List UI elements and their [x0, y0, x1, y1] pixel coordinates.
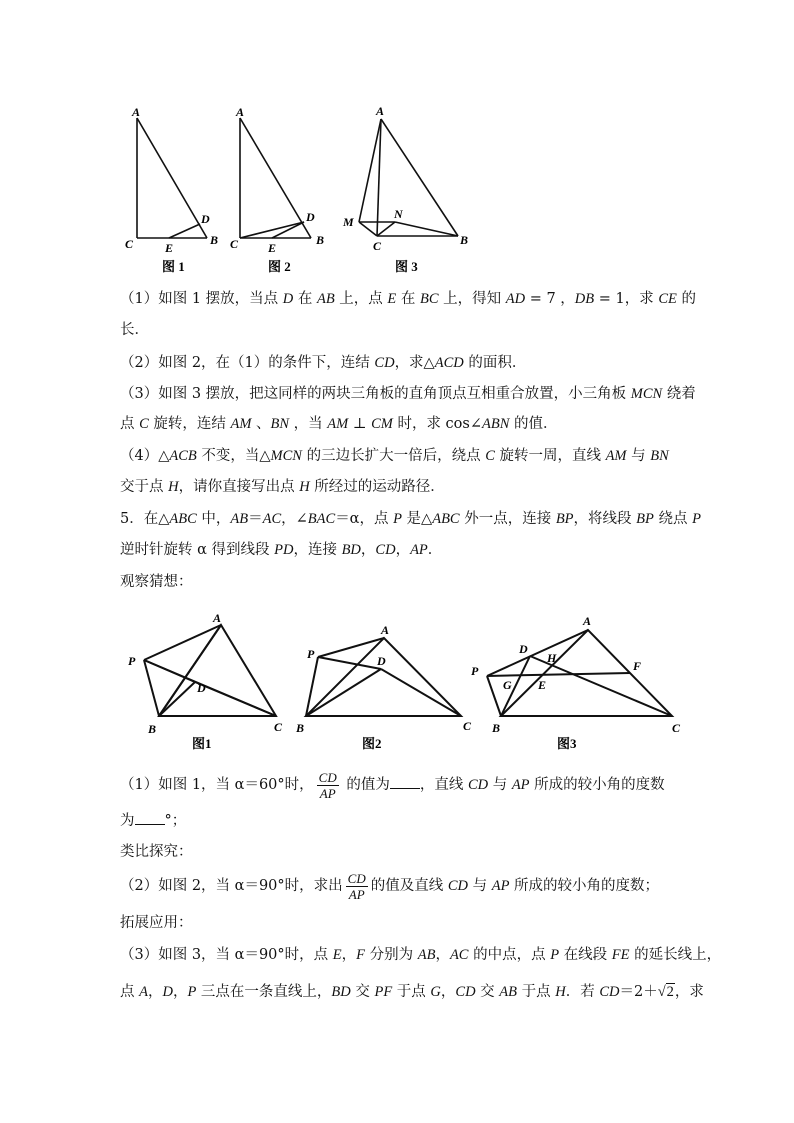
q5-figure-3 — [487, 630, 672, 716]
q5f3-label-B: B — [492, 721, 501, 735]
fig1-label-E: E — [165, 241, 174, 255]
q5-section-observe: 观察猜想： — [120, 574, 193, 590]
q5-section-analogy: 类比探究： — [120, 844, 193, 860]
q5f1-label-A: A — [213, 611, 222, 625]
q5f1-label-C: C — [274, 720, 283, 734]
fig3-label-A: A — [376, 104, 385, 118]
q4-part1-line2: 长． — [120, 322, 149, 338]
fig1-label-D: D — [201, 212, 210, 226]
q5f1-label-D: D — [197, 681, 206, 695]
q5f3-label-C: C — [672, 721, 681, 735]
q5-statement: 5．在△ABC 中，AB＝AC，∠BAC＝α，点 P 是△ABC 外一点，连接 BP，将线段 BP 绕点 P — [120, 511, 701, 527]
figure-3-triangles — [359, 119, 458, 236]
q4-part2: （2）如图 2，在（1）的条件下，连结 CD，求△ACD 的面积． — [120, 355, 527, 371]
fig2-caption: 图 2 — [268, 259, 291, 274]
q5-part3: （3）如图 3，当 α＝90°时，点 E，F 分别为 AB，AC 的中点，点 P 在线段 FE 的延长线上， — [120, 947, 722, 963]
q4-part4: （4）△ACB 不变，当△MCN 的三边长扩大一倍后，绕点 C 旋转一周，直线 AM 与 BN — [120, 448, 669, 464]
q5f2-label-B: B — [296, 721, 305, 735]
q5f1-label-P: P — [128, 654, 136, 668]
fig1-caption: 图 1 — [162, 259, 185, 274]
sqrt-symbol: √2 — [657, 984, 674, 1000]
q5f3-label-G: G — [503, 678, 512, 692]
answer-blank[interactable] — [390, 774, 420, 789]
q4-part3-line2: 点 C 旋转，连结 AM 、BN ，当 AM ⊥ CM 时，求 cos∠ABN 的值． — [120, 416, 558, 432]
fig2-label-D: D — [306, 210, 315, 224]
q5-figure-2 — [306, 638, 461, 716]
fig3-label-N: N — [394, 207, 403, 221]
q5f2-label-C: C — [463, 719, 472, 733]
q5f3-label-A: A — [583, 614, 592, 628]
q5f2-label-A: A — [381, 623, 390, 637]
fig1-label-B: B — [210, 233, 219, 247]
fig3-label-B: B — [460, 233, 469, 247]
q5f3-label-E: E — [538, 678, 547, 692]
fig3-label-C: C — [373, 239, 382, 253]
fraction-cd-ap: $\frac{CD}{AP}$ — [318, 769, 337, 801]
fig3-label-M: M — [343, 215, 354, 229]
q5-part3-line2: 点 A，D，P 三点在一条直线上，BD 交 PF 于点 G，CD 交 AB 于点 H．若 CD＝2＋√2，求 — [120, 984, 704, 1000]
q5-statement-line2: 逆时针旋转 α 得到线段 PD，连接 BD，CD，AP． — [120, 542, 443, 558]
q4-part3: （3）如图 3 摆放，把这同样的两块三角板的直角顶点互相重合放置，小三角板 MCN 绕着 — [120, 386, 696, 402]
q5-part1-line2: 为 °； — [120, 810, 680, 831]
q5-fig3-caption: 图3 — [557, 736, 577, 751]
q5-figure-1 — [144, 625, 276, 716]
fig2-label-E: E — [268, 241, 277, 255]
q4-part4-line2: 交于点 H，请你直接写出点 H 所经过的运动路径． — [120, 479, 445, 495]
fig1-label-C: C — [125, 237, 134, 251]
fig2-label-B: B — [316, 233, 325, 247]
fig2-label-C: C — [230, 237, 239, 251]
fig1-label-A: A — [132, 105, 141, 119]
q5f3-label-D: D — [519, 642, 528, 656]
q5-figures — [0, 600, 794, 770]
q5f1-label-B: B — [148, 722, 157, 736]
figure-1-triangle — [137, 118, 207, 238]
q5f2-label-D: D — [377, 654, 386, 668]
q5f3-label-H: H — [547, 651, 557, 665]
answer-blank[interactable] — [135, 810, 165, 825]
q4-part1: （1）如图 1 摆放，当点 D 在 AB 上，点 E 在 BC 上，得知 AD = 7 ，DB = 1，求 CE 的 — [120, 291, 696, 307]
q5f3-label-F: F — [633, 659, 642, 673]
q5-fig2-caption: 图2 — [362, 736, 382, 751]
top-figures — [0, 0, 794, 285]
q5-part2: （2）如图 2，当 α＝90°时，求出 $\frac{CD}{AP}$ 的值及直线 CD 与 AP 所成的较小角的度数； — [120, 870, 660, 902]
q5-fig1-caption: 图1 — [192, 736, 212, 751]
q5f3-label-P: P — [471, 664, 479, 678]
fig2-label-A: A — [236, 105, 245, 119]
q5-section-extension: 拓展应用： — [120, 915, 193, 931]
fig3-caption: 图 3 — [395, 259, 418, 274]
figure-2-triangle — [240, 118, 311, 238]
fraction-cd-ap: $\frac{CD}{AP}$ — [347, 870, 366, 902]
q5-part1: （1）如图 1，当 α＝60°时， $\frac{CD}{AP}$ 的值为 ，直线 CD 与 AP 所成的较小角的度数 — [120, 769, 665, 801]
q5f2-label-P: P — [307, 647, 315, 661]
